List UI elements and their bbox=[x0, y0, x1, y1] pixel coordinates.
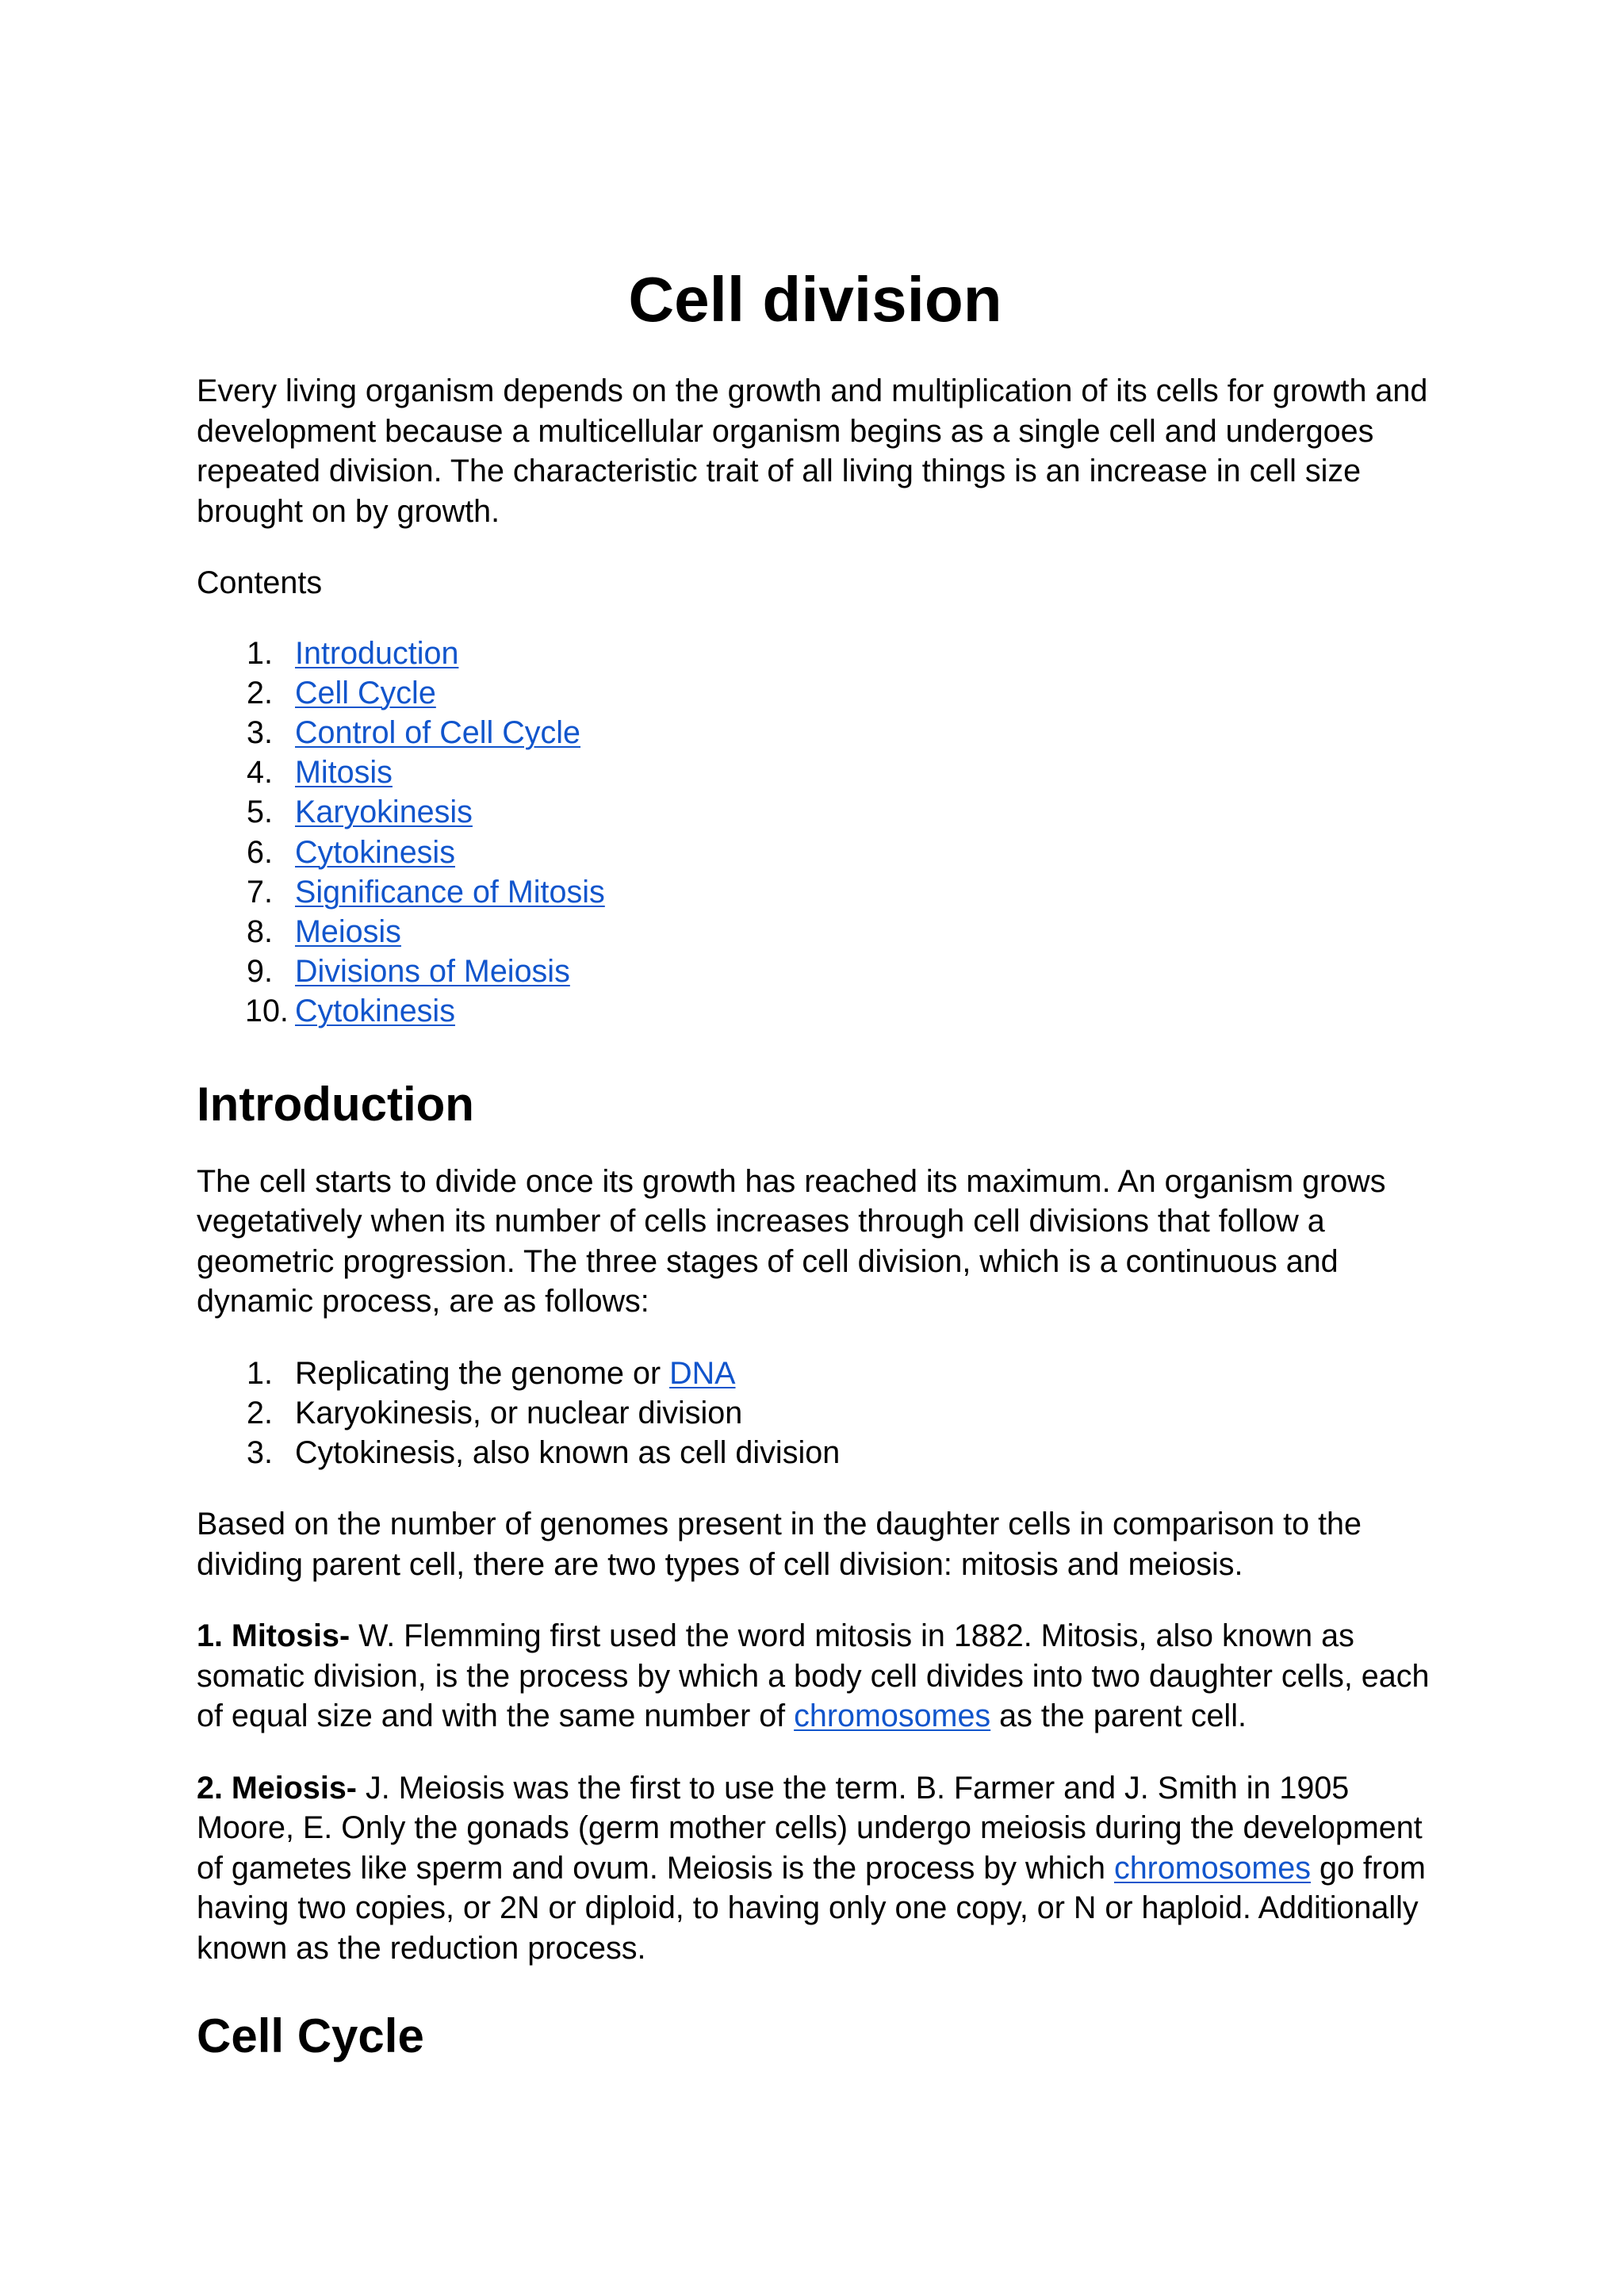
meiosis-text: J. Meiosis was the first to use the term. B. Farmer and J. Smith in 1905 Moore, E. Only the gonads (germ mother cells) undergo meiosis during the development of gametes like sperm and ovum. Meiosis is the process by which bbox=[197, 1770, 1423, 1886]
stage-number: 3. bbox=[247, 1434, 273, 1470]
contents-item bbox=[197, 673, 1434, 713]
stage-number: 2. bbox=[247, 1395, 273, 1430]
contents-item bbox=[197, 833, 1434, 872]
chromosomes-link[interactable]: chromosomes bbox=[794, 1698, 991, 1734]
contents-item-number: 2. bbox=[247, 675, 273, 710]
contents-item bbox=[197, 792, 1434, 832]
introduction-paragraph-1: The cell starts to divide once its growth has reached its maximum. An organism grows vegetatively when its number of cells increases through cell divisions that follow a geometric progression. The three stages of cell division, which is a continuous and dynamic process, are as follows: bbox=[197, 1163, 1386, 1319]
contents-link-meiosis[interactable]: Meiosis bbox=[295, 913, 401, 949]
contents-item-number: 5. bbox=[247, 795, 273, 830]
division-stages-list bbox=[197, 1354, 1434, 1473]
contents-label: Contents bbox=[197, 565, 323, 600]
mitosis-paragraph bbox=[197, 1616, 1434, 1737]
contents-link-cytokinesis-2[interactable]: Cytokinesis bbox=[295, 994, 455, 1029]
contents-item-number: 7. bbox=[247, 874, 273, 910]
meiosis-label: 2. Meiosis- bbox=[197, 1770, 357, 1806]
contents-item bbox=[197, 952, 1434, 991]
contents-item-number: 8. bbox=[247, 913, 273, 949]
document-page bbox=[197, 254, 1434, 2093]
meiosis-paragraph bbox=[197, 1768, 1434, 1969]
contents-link-cytokinesis[interactable]: Cytokinesis bbox=[295, 834, 455, 870]
contents-item-number: 9. bbox=[247, 954, 273, 990]
chromosomes-link-2[interactable]: chromosomes bbox=[1113, 1850, 1312, 1886]
contents-link-control-of-cell-cycle[interactable]: Control of Cell Cycle bbox=[295, 714, 581, 750]
meiosis-text-end: go from having two copies, or 2N or diploid, to having only one copy, or N or haploid. Additionally known as the reduction process. bbox=[197, 1850, 1426, 1966]
contents-item bbox=[197, 753, 1434, 792]
contents-item bbox=[197, 713, 1434, 753]
contents-link-divisions-of-meiosis[interactable]: Divisions of Meiosis bbox=[295, 954, 570, 990]
document-title: Cell division bbox=[628, 264, 1002, 335]
contents-link-cell-cycle[interactable]: Cell Cycle bbox=[295, 675, 436, 710]
introduction-heading: Introduction bbox=[197, 1077, 474, 1131]
contents-item bbox=[197, 991, 1434, 1031]
stage-number: 1. bbox=[247, 1355, 273, 1391]
mitosis-text: W. Flemming first used the word mitosis in 1882. Mitosis, also known as somatic division, is the process by which a body cell divides into two daughter cells, each of equal size and with the same number of bbox=[197, 1618, 1430, 1734]
cell-cycle-heading: Cell Cycle bbox=[197, 2009, 424, 2063]
contents-link-significance-of-mitosis[interactable]: Significance of Mitosis bbox=[295, 874, 605, 910]
introduction-paragraph-2: Based on the number of genomes present in the daughter cells in comparison to the dividing parent cell, there are two types of cell division: mitosis and meiosis. bbox=[197, 1507, 1362, 1582]
mitosis-text-end: as the parent cell. bbox=[990, 1698, 1247, 1734]
contents-link-mitosis[interactable]: Mitosis bbox=[295, 755, 393, 791]
contents-item-number: 3. bbox=[247, 714, 273, 750]
contents-link-karyokinesis[interactable]: Karyokinesis bbox=[295, 795, 473, 830]
contents-item-number: 6. bbox=[247, 834, 273, 870]
contents-item bbox=[197, 634, 1434, 673]
stage-text: Cytokinesis, also known as cell division bbox=[295, 1434, 841, 1470]
dna-link[interactable]: DNA bbox=[669, 1355, 736, 1391]
contents-list bbox=[197, 634, 1434, 1032]
stage-item bbox=[197, 1393, 1434, 1433]
stage-text: Karyokinesis, or nuclear division bbox=[295, 1395, 743, 1430]
stage-item bbox=[197, 1354, 1434, 1393]
contents-item-number: 4. bbox=[247, 755, 273, 791]
contents-item bbox=[197, 912, 1434, 952]
stage-text: Replicating the genome or bbox=[295, 1355, 670, 1391]
stage-item bbox=[197, 1433, 1434, 1473]
contents-item bbox=[197, 872, 1434, 912]
contents-link-introduction[interactable]: Introduction bbox=[295, 635, 459, 671]
mitosis-label: 1. Mitosis- bbox=[197, 1618, 350, 1654]
contents-item-number: 1. bbox=[247, 635, 273, 671]
intro-paragraph: Every living organism depends on the growth and multiplication of its cells for growth and development because a multicellular organism begins as a single cell and undergoes repeated division. The characteristic trait of all living things is an increase in cell size brought on by growth. bbox=[197, 373, 1428, 529]
contents-item-number: 10. bbox=[245, 994, 289, 1029]
